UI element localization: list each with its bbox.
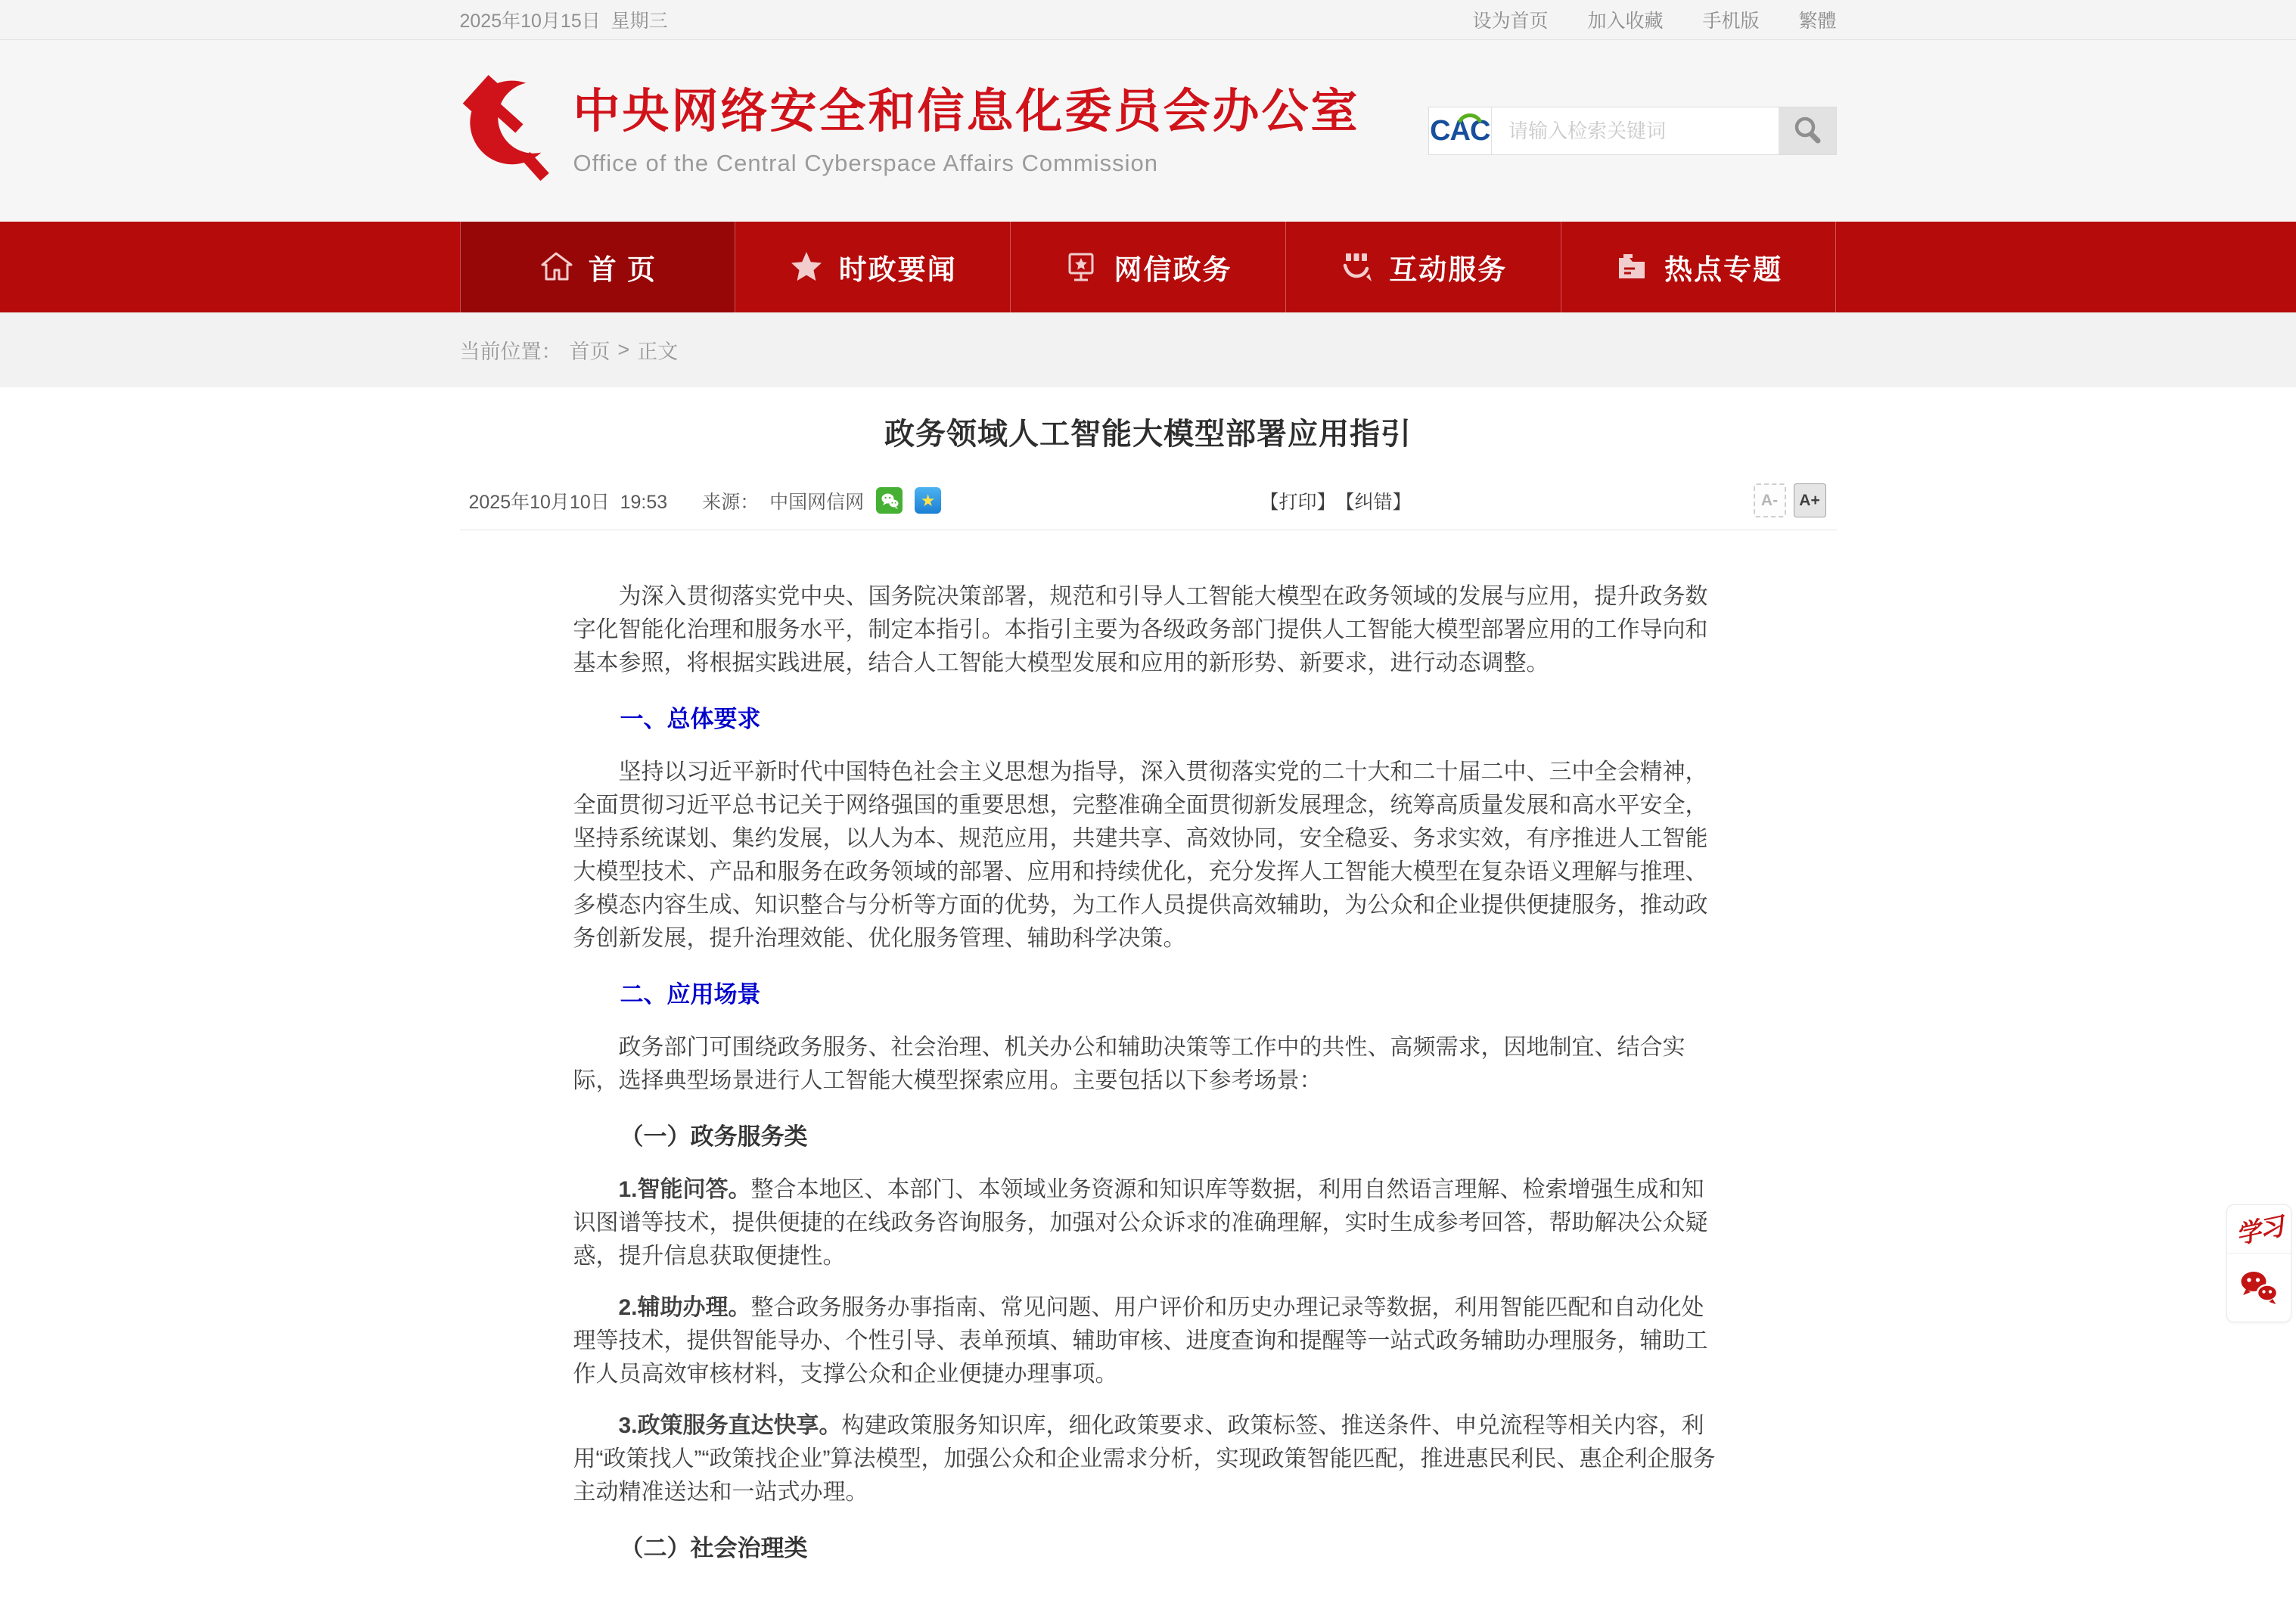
floating-widgets: [2226, 1204, 2291, 1322]
source-label: 来源：: [702, 491, 770, 513]
article-body: [460, 530, 1837, 1600]
subsection-heading-1: （一）政务服务类: [620, 1123, 808, 1150]
cac-logo-arc: [1458, 112, 1482, 123]
add-favorite-link[interactable]: 加入收藏: [1587, 11, 1664, 32]
search-input[interactable]: [1492, 107, 1779, 154]
nav-item-topics[interactable]: 热点专题: [1561, 222, 1837, 312]
traditional-chinese-link[interactable]: 繁體: [1798, 11, 1837, 32]
section-heading-2: 二、应用场景: [620, 981, 761, 1008]
breadcrumb-bar: [0, 312, 2296, 387]
search-button[interactable]: [1779, 107, 1836, 154]
breadcrumb-separator: >: [617, 338, 630, 361]
nav-item-egov[interactable]: 网信政务: [1010, 222, 1285, 312]
breadcrumb-label: 当前位置：: [459, 340, 562, 363]
star-icon: [789, 250, 824, 284]
party-emblem-icon: [460, 74, 549, 188]
search-icon: [1791, 114, 1823, 148]
paragraph: 1.智能问答。整合本地区、本部门、本领域业务资源和知识库等数据，利用自然语言理解、检索增强生成和知识图谱等技术，提供便捷的在线政务咨询服务，加强对公众诉求的准确理解，实时生成参考回答，帮助解决公众疑惑，提升信息获取便捷性。: [573, 1177, 1708, 1269]
site-title: 中央网络安全和信息化委员会办公室: [573, 85, 1360, 138]
breadcrumb-current: 正文: [637, 340, 679, 363]
error-report-button[interactable]: 【纠错】: [1335, 491, 1412, 513]
current-date: 2025年10月15日 星期三: [459, 11, 668, 32]
breadcrumb-home-link[interactable]: 首页: [569, 340, 611, 363]
wechat-icon[interactable]: [2227, 1254, 2291, 1322]
search-box: [1428, 107, 1837, 155]
qzone-share-icon[interactable]: ★: [915, 487, 941, 514]
nav-item-home[interactable]: 首 页: [460, 222, 735, 312]
main-nav: [0, 222, 2296, 312]
site-subtitle: Office of the Central Cyberspace Affairs Commission: [573, 149, 1158, 176]
article: [460, 410, 1837, 1600]
nav-item-news[interactable]: 时政要闻: [735, 222, 1010, 312]
section-heading-1: 一、总体要求: [620, 706, 761, 732]
study-logo[interactable]: 学习: [2227, 1205, 2291, 1254]
subsection-heading-2: （二）社会治理类: [620, 1535, 808, 1561]
home-icon: [539, 250, 573, 284]
site-header: [0, 40, 2296, 222]
site-logo[interactable]: [460, 74, 1360, 188]
paragraph: 2.辅助办理。整合政务服务办事指南、常见问题、用户评价和历史办理记录等数据，利用智能匹配和自动化处理等技术，提供智能导办、个性引导、表单预填、辅助审核、进度查询和提醒等一站式政务辅助办理服务，辅助工作人员高效审核材料，支撑公众和企业便捷办理事项。: [573, 1295, 1708, 1387]
set-homepage-link[interactable]: 设为首页: [1472, 11, 1549, 32]
wechat-share-icon[interactable]: [876, 487, 903, 514]
mobile-version-link[interactable]: 手机版: [1702, 11, 1760, 32]
paragraph: 为深入贯彻落实党中央、国务院决策部署，规范和引导人工智能大模型在政务领域的发展与应用，提升政务数字化智能化治理和服务水平，制定本指引。本指引主要为各级政务部门提供人工智能大模型部署应用的工作导向和基本参照，将根据实践进展，结合人工智能大模型发展和应用的新形势、新要求，进行动态调整。: [573, 584, 1708, 676]
article-meta-bar: [460, 471, 1837, 530]
font-decrease-button[interactable]: A-: [1754, 483, 1786, 517]
font-increase-button[interactable]: A+: [1794, 483, 1826, 517]
article-source: 中国网信网: [769, 491, 865, 513]
print-button[interactable]: 【打印】: [1260, 491, 1336, 513]
paragraph: 3.政策服务直达快享。构建政策服务知识库，细化政策要求、政策标签、推送条件、申兑流程等相关内容，利用“政策找人”“政策找企业”算法模型，加强公众和企业需求分析，实现政策智能匹配，推进惠民利民、惠企利企服务主动精准送达和一站式办理。: [573, 1413, 1716, 1505]
paragraph: 政务部门可围绕政务服务、社会治理、机关办公和辅助决策等工作中的共性、高频需求，因地制宜、结合实际，选择典型场景进行人工智能大模型探索应用。主要包括以下参考场景：: [573, 1035, 1685, 1093]
top-utility-bar: [0, 0, 2296, 40]
folder-icon: [1614, 250, 1649, 284]
publish-datetime: 2025年10月10日 19:53: [468, 491, 668, 513]
chat-icon: [1339, 250, 1374, 284]
breadcrumb: [460, 312, 1837, 387]
cac-logo: CAC: [1429, 107, 1492, 154]
article-title: 政务领域人工智能大模型部署应用指引: [884, 418, 1412, 451]
nav-item-services[interactable]: 互动服务: [1285, 222, 1561, 312]
paragraph: 坚持以习近平新时代中国特色社会主义思想为指导，深入贯彻落实党的二十大和二十届二中、三中全会精神，全面贯彻习近平总书记关于网络强国的重要思想，完整准确全面贯彻新发展理念，统筹高质量发展和高水平安全，坚持系统谋划、集约发展，以人为本、规范应用，共建共享、高效协同，安全稳妥、务求实效，有序推进人工智能大模型技术、产品和服务在政务领域的部署、应用和持续优化，充分发挥人工智能大模型在复杂语义理解与推理、多模态内容生成、知识整合与分析等方面的优势，为工作人员提供高效辅助，为公众和企业提供便捷服务，推动政务创新发展，提升治理效能、优化服务管理、辅助科学决策。: [573, 760, 1708, 951]
monitor-icon: [1064, 250, 1098, 284]
top-links: [1472, 6, 1836, 33]
